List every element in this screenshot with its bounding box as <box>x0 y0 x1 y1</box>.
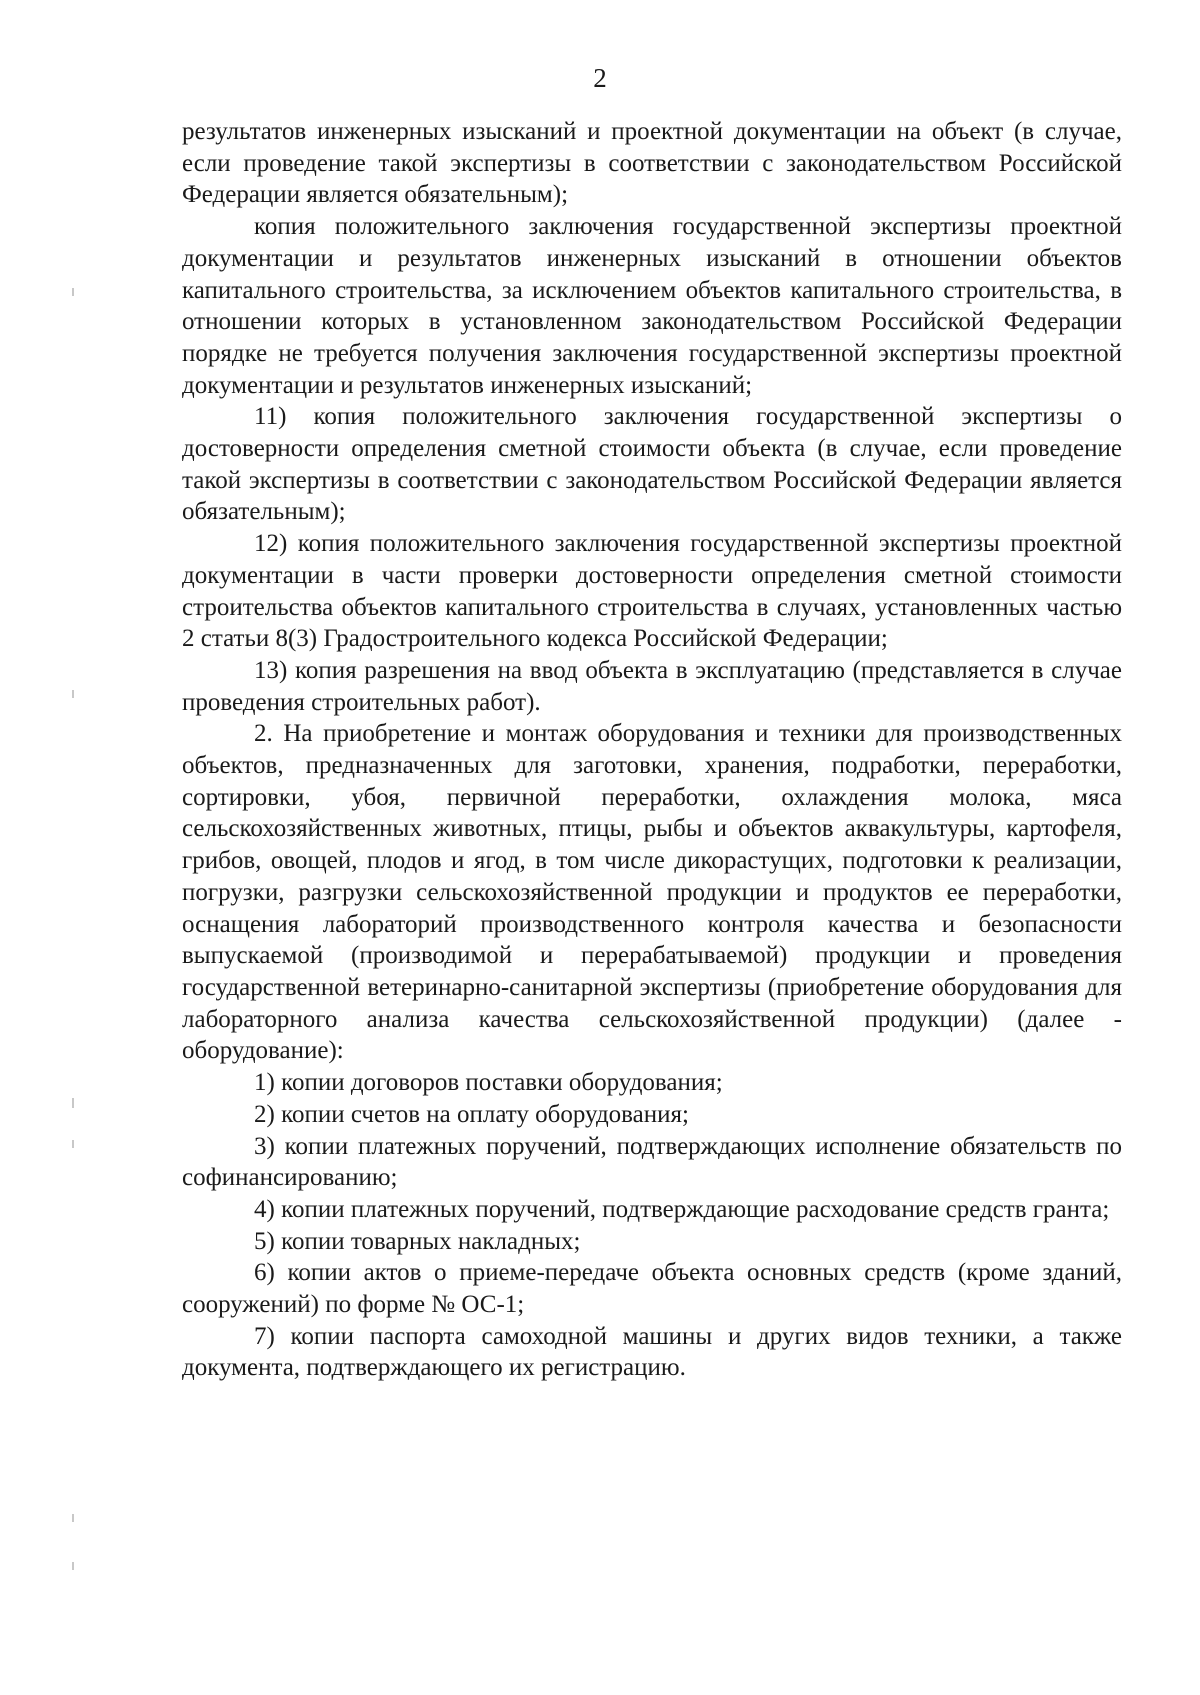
list-item-5: 5) копии товарных накладных; <box>254 1227 581 1255</box>
document-body <box>182 116 1122 1384</box>
section-2-intro: 2. На приобретение и монтаж оборудования и техники для производственных объектов, предназначенных для заготовки, хранения, подработки, переработки, сортировки, убоя, первичной переработки, охлаждения молока, мяса сельскохозяйственных животных, птицы, рыбы и объектов аквакультуры, картофеля, грибов, овощей, плодов и ягод, в том числе дикорастущих, подготовки к реализации, погрузки, разгрузки сельскохозяйственной продукции и продуктов ее переработки, оснащения лабораторий производственного контроля качества и безопасности выпускаемой (производимой и перерабатываемой) продукции и проведения государственной ветеринарно-санитарной экспертизы (приобретение оборудования для лабораторного анализа качества сельскохозяйственной продукции) (далее - оборудование): <box>182 720 1122 1065</box>
list-item-6: 6) копии актов о приеме-передаче объекта основных средств (кроме зданий, сооружений) по форме № ОС-1; <box>182 1259 1122 1319</box>
scan-artifact <box>72 1140 74 1148</box>
list-item-7: 7) копии паспорта самоходной машины и других видов техники, а также документа, подтверждающего их регистрацию. <box>182 1322 1122 1382</box>
scan-artifact <box>72 1098 74 1108</box>
paragraph-item-11: 11) копия положительного заключения государственной экспертизы о достоверности определения сметной стоимости объекта (в случае, если проведение такой экспертизы в соответствии с законодательством Российской Федерации является обязательным); <box>182 403 1122 526</box>
page-number: 2 <box>593 63 607 93</box>
paragraph: результатов инженерных изысканий и проектной документации на объект (в случае, если проведение такой экспертизы в соответствии с законодательством Российской Федерации является обязательным); <box>182 118 1122 209</box>
list-item-4: 4) копии платежных поручений, подтверждающие расходование средств гранта; <box>254 1195 1110 1223</box>
paragraph-item-12: 12) копия положительного заключения государственной экспертизы проектной документации в части проверки достоверности определения сметной стоимости строительства объектов капитального строительства в случаях, установленных частью 2 статьи 8(3) Градостроительного кодекса Российской Федерации; <box>182 530 1122 653</box>
scan-artifact <box>72 690 74 698</box>
scan-artifact <box>72 1562 74 1570</box>
list-item-2: 2) копии счетов на оплату оборудования; <box>254 1100 689 1128</box>
scan-artifact <box>72 288 74 296</box>
paragraph-item-13: 13) копия разрешения на ввод объекта в эксплуатацию (представляется в случае проведения строительных работ). <box>182 656 1122 716</box>
scan-artifact <box>72 1514 74 1522</box>
list-item-1: 1) копии договоров поставки оборудования; <box>254 1069 723 1097</box>
list-item-3: 3) копии платежных поручений, подтверждающих исполнение обязательств по софинансированию; <box>182 1132 1122 1192</box>
paragraph: копия положительного заключения государственной экспертизы проектной документации и результатов инженерных изысканий в отношении объектов капитального строительства, за исключением объектов капитального строительства, в отношении которых в установленном законодательством Российской Федерации порядке не требуется получения заключения государственной экспертизы проектной документации и результатов инженерных изысканий; <box>182 213 1122 399</box>
